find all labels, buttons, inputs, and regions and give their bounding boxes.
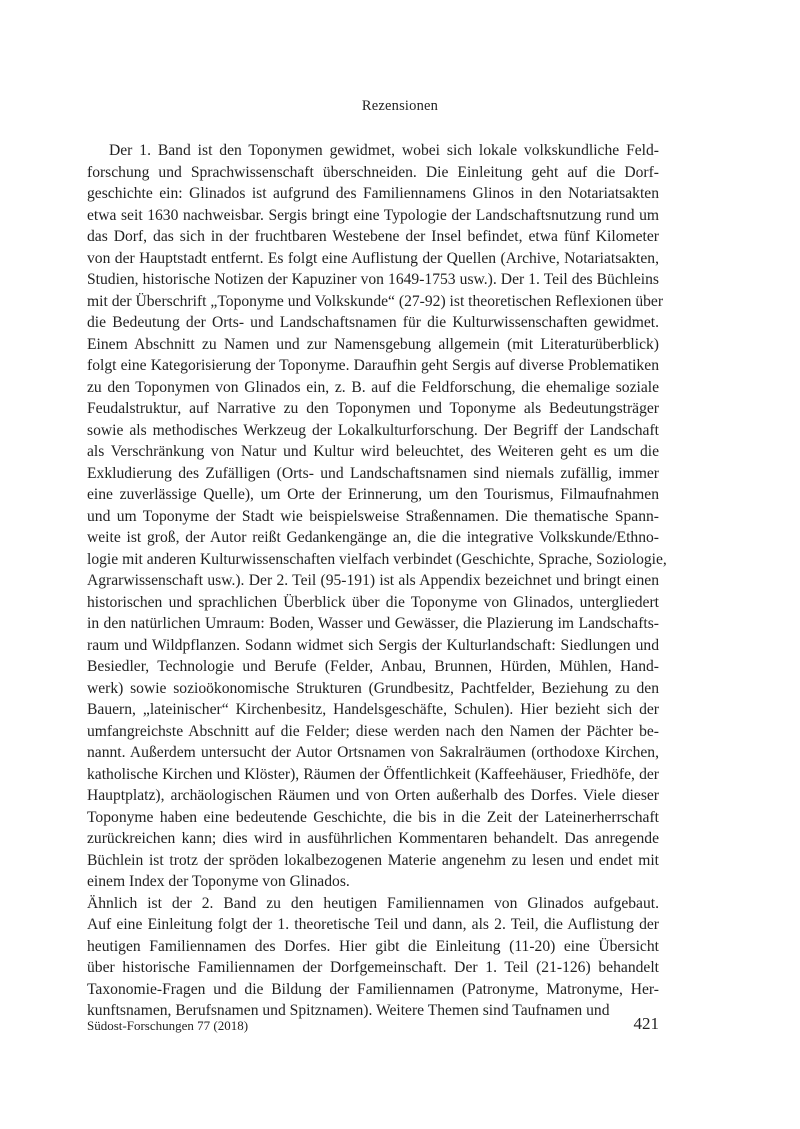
text-line: Bauern, „lateinischer“ Kirchenbesitz, Handelsgeschäfte, Schulen). Hier bezieht sich der [87, 701, 659, 718]
page-footer [87, 1010, 659, 1034]
text-line: Ähnlich ist der 2. Band zu den heutigen Familiennamen von Glinados aufgebaut. [87, 894, 659, 912]
text-line: Exkludierung des Zufälligen (Orts- und Landschaftsnamen sind niemals zufällig, immer [87, 464, 659, 482]
body-text [87, 140, 667, 1022]
text-line: von der Hauptstadt entfernt. Es folgt eine Auflistung der Quellen (Archive, Notariatsakten, [87, 249, 659, 267]
text-line: Studien, historische Notizen der Kapuziner von 1649-1753 usw.). Der 1. Teil des Büchleins [87, 271, 659, 288]
text-line: Der 1. Band ist den Toponymen gewidmet, wobei sich lokale volkskundliche Feld- [109, 142, 659, 159]
paragraph [87, 140, 667, 893]
text-line: Taxonomie-Fragen und die Bildung der Familiennamen (Patronyme, Matronyme, Her- [87, 980, 659, 998]
text-line: Auf eine Einleitung folgt der 1. theoretische Teil und dann, als 2. Teil, die Auflistung der [87, 916, 659, 933]
text-line: Agrarwissenschaft usw.). Der 2. Teil (95-191) ist als Appendix bezeichnet und bringt einen [87, 572, 659, 589]
journal-citation: Südost-Forschungen 77 (2018) [87, 1018, 249, 1033]
text-line: die Bedeutung der Orts- und Landschaftsnamen für die Kulturwissenschaften gewidmet. [87, 314, 659, 331]
text-line: Hauptplatz), archäologischen Räumen und von Orten außerhalb des Dorfes. Viele dieser [87, 787, 659, 804]
text-line: zurückreichen kann; dies wird in ausführlichen Kommentaren behandelt. Das anregende [87, 830, 659, 847]
text-line: weite ist groß, der Autor reißt Gedankengänge an, die die integrative Volkskunde/Ethno- [87, 529, 659, 546]
text-line: umfangreichste Abschnitt auf die Felder; diese werden nach den Namen der Pächter be- [87, 722, 659, 740]
text-line: logie mit anderen Kulturwissenschaften vielfach verbindet (Geschichte, Sprache, Soziologie, [87, 550, 667, 568]
text-line: raum und Wildpflanzen. Sodann widmet sich Sergis der Kulturlandschaft: Siedlungen und [87, 636, 659, 654]
text-line: als Verschränkung von Natur und Kultur wird beleuchtet, des Weiteren geht es um die [87, 443, 659, 460]
paragraph [87, 893, 659, 1022]
text-line: sowie als methodisches Werkzeug der Lokalkulturforschung. Der Begriff der Landschaft [87, 421, 659, 439]
text-line: etwa seit 1630 nachweisbar. Sergis bringt eine Typologie der Landschaftsnutzung rund um [87, 206, 659, 224]
text-line: kunftsnamen, Berufsnamen und Spitznamen). Weitere Themen sind Taufnamen und [87, 1002, 610, 1019]
text-line: Toponyme haben eine bedeutende Geschichte, die bis in die Zeit der Lateinerherrschaft [87, 808, 659, 826]
text-line: einem Index der Toponyme von Glinados. [87, 873, 350, 890]
text-line: historischen und sprachlichen Überblick über die Toponyme von Glinados, untergliedert [87, 593, 659, 611]
text-line: Feudalstruktur, auf Narrative zu den Toponymen und Toponyme als Bedeutungsträger [87, 400, 659, 417]
text-line: heutigen Familiennamen des Dorfes. Hier gibt die Einleitung (11-20) eine Übersicht [87, 937, 659, 955]
text-line: folgt eine Kategorisierung der Toponyme. Daraufhin geht Sergis auf diverse Problematiken [87, 357, 659, 374]
text-line: eine zuverlässige Quelle), um Orte der Erinnerung, um den Tourismus, Filmaufnahmen [87, 486, 659, 503]
text-line: Einem Abschnitt zu Namen und zur Namensgebung allgemein (mit Literaturüberblick) [87, 335, 659, 353]
text-line: Besiedler, Technologie und Berufe (Felder, Anbau, Brunnen, Hürden, Mühlen, Hand- [87, 658, 659, 675]
text-line: werk) sowie sozioökonomische Strukturen (Grundbesitz, Pachtfelder, Beziehung zu den [87, 679, 659, 697]
text-line: Büchlein ist trotz der spröden lokalbezogenen Materie angenehm zu lesen und endet mit [87, 851, 659, 869]
text-line: geschichte ein: Glinados ist aufgrund des Familiennamens Glinos in den Notariatsakten [87, 185, 659, 202]
text-line: und um Toponyme der Stadt wie beispielsweise Straßennamen. Die thematische Spann- [87, 507, 659, 525]
text-line: in den natürlichen Umraum: Boden, Wasser und Gewässer, die Plazierung im Landschafts- [87, 615, 659, 632]
text-line: zu den Toponymen von Glinados ein, z. B. auf die Feldforschung, die ehemalige soziale [87, 378, 659, 396]
text-line: über historische Familiennamen der Dorfgemeinschaft. Der 1. Teil (21-126) behandelt [87, 959, 659, 976]
text-line: nannt. Außerdem untersucht der Autor Ortsnamen von Sakralräumen (orthodoxe Kirchen, [87, 744, 659, 761]
text-line: forschung und Sprachwissenschaft überschneiden. Die Einleitung geht auf die Dorf- [87, 163, 659, 181]
running-head: Rezensionen [361, 98, 439, 114]
text-line: mit der Überschrift „Toponyme und Volkskunde“ (27-92) ist theoretischen Reflexionen über [87, 292, 664, 310]
text-line: katholische Kirchen und Klöster), Räumen der Öffentlichkeit (Kaffeehäuser, Friedhöfe, der [87, 765, 659, 783]
text-line: das Dorf, das sich in der fruchtbaren Westebene der Insel befindet, etwa fünf Kilometer [87, 228, 659, 245]
page-number: 421 [633, 1014, 659, 1033]
